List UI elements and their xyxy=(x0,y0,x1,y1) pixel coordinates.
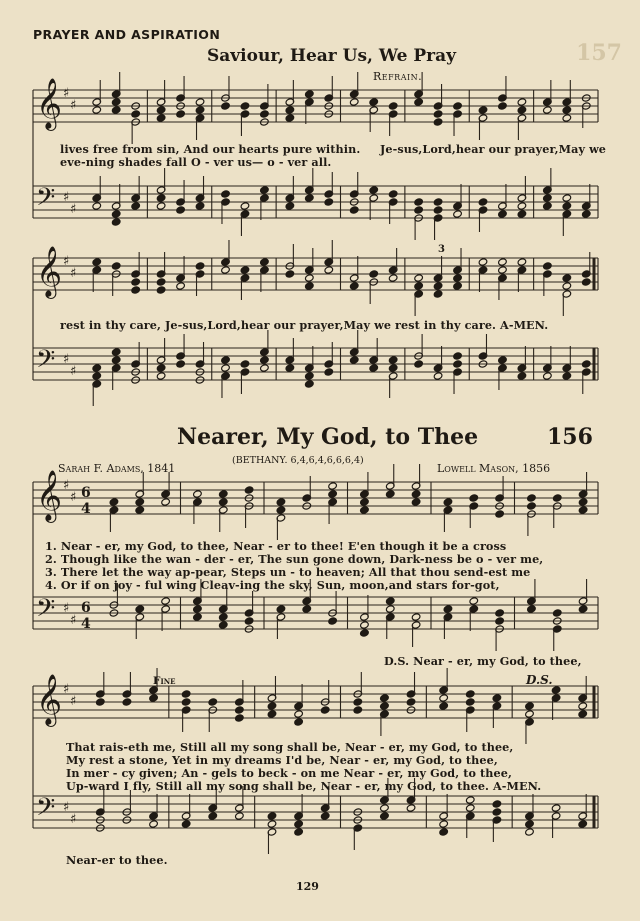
notehead xyxy=(465,804,475,812)
notehead xyxy=(453,274,463,282)
notehead xyxy=(285,270,295,278)
notehead xyxy=(156,364,166,372)
notehead xyxy=(96,698,106,706)
notehead xyxy=(578,498,588,506)
notehead xyxy=(349,98,359,106)
bass-clef-icon: 𝄢 xyxy=(36,594,56,629)
notehead xyxy=(369,270,379,278)
notehead xyxy=(156,372,166,380)
verse-line: 3. There let the way ap-pear, Steps un - to heaven; All that thou send-est me xyxy=(45,565,531,579)
notehead xyxy=(578,702,588,710)
notehead xyxy=(111,218,121,226)
notehead xyxy=(181,698,191,706)
notehead xyxy=(302,605,312,613)
notehead xyxy=(240,202,250,210)
notehead xyxy=(388,274,398,282)
notehead xyxy=(131,286,141,294)
page-number: 129 xyxy=(296,880,319,893)
notehead xyxy=(498,102,508,110)
notehead xyxy=(562,282,572,290)
time-signature-bottom: 4 xyxy=(81,616,91,632)
notehead xyxy=(208,698,218,706)
notehead xyxy=(294,828,304,836)
notehead xyxy=(320,812,330,820)
notehead xyxy=(465,796,475,804)
verse-line: My rest a stone, Yet in my dreams I'd be, Near - er, my God, to thee, xyxy=(66,753,498,767)
notehead xyxy=(443,605,453,613)
hymn-number: 156 xyxy=(547,424,593,450)
notehead xyxy=(305,372,315,380)
notehead xyxy=(495,609,505,617)
notehead xyxy=(193,605,203,613)
notehead xyxy=(517,202,527,210)
notehead xyxy=(320,706,330,714)
notehead xyxy=(439,694,449,702)
notehead xyxy=(305,380,315,388)
notehead xyxy=(465,698,475,706)
notehead xyxy=(149,694,159,702)
notehead xyxy=(221,102,231,110)
coda-lyric: Near-er to thee. xyxy=(66,853,168,867)
notehead xyxy=(552,609,562,617)
notehead xyxy=(111,98,121,106)
notehead xyxy=(465,690,475,698)
notehead xyxy=(181,690,191,698)
notehead xyxy=(433,118,443,126)
notehead xyxy=(369,364,379,372)
notehead xyxy=(543,194,553,202)
refrain-label: Refrain. xyxy=(373,70,423,83)
notehead xyxy=(478,106,488,114)
notehead xyxy=(92,364,102,372)
notehead xyxy=(388,190,398,198)
notehead xyxy=(453,210,463,218)
notehead xyxy=(443,498,453,506)
notehead xyxy=(267,812,277,820)
notehead xyxy=(495,510,505,518)
notehead xyxy=(349,356,359,364)
notehead xyxy=(578,820,588,828)
notehead xyxy=(161,597,171,605)
sharp-icon: ♯ xyxy=(70,364,77,379)
notehead xyxy=(527,605,537,613)
notehead xyxy=(469,597,479,605)
verse-line: In mer - cy given; An - gels to beck - on me Near - er, my God, to thee, xyxy=(66,766,512,780)
notehead xyxy=(360,629,370,637)
notehead xyxy=(324,368,334,376)
notehead xyxy=(285,364,295,372)
verse-line: 1. Near - er, my God, to thee, Near - er to thee! E'en though it be a cross xyxy=(45,539,507,553)
notehead xyxy=(92,106,102,114)
notehead xyxy=(260,356,270,364)
notehead xyxy=(221,356,231,364)
notehead xyxy=(525,702,535,710)
notehead xyxy=(453,282,463,290)
notehead xyxy=(562,114,572,122)
ds-marker: D.S. xyxy=(526,673,553,687)
notehead xyxy=(380,694,390,702)
bass-clef-icon: 𝄢 xyxy=(36,793,56,828)
sharp-icon: ♯ xyxy=(70,490,77,505)
notehead xyxy=(498,210,508,218)
notehead xyxy=(498,356,508,364)
notehead xyxy=(218,490,228,498)
notehead xyxy=(208,812,218,820)
notehead xyxy=(525,710,535,718)
notehead xyxy=(131,278,141,286)
notehead xyxy=(453,352,463,360)
notehead xyxy=(406,804,416,812)
notehead xyxy=(305,282,315,290)
notehead xyxy=(235,714,245,722)
notehead xyxy=(156,114,166,122)
notehead xyxy=(294,718,304,726)
notehead xyxy=(581,360,591,368)
lyric-line: eve-ning shades fall O - ver us— o - ver all. xyxy=(60,155,332,169)
notehead xyxy=(111,356,121,364)
notehead xyxy=(517,210,527,218)
notehead xyxy=(240,266,250,274)
notehead xyxy=(240,360,250,368)
sharp-icon: ♯ xyxy=(63,352,70,367)
notehead xyxy=(218,621,228,629)
notehead xyxy=(543,202,553,210)
notehead xyxy=(161,498,171,506)
notehead xyxy=(267,702,277,710)
notehead xyxy=(111,348,121,356)
notehead xyxy=(181,820,191,828)
lyric-line: rest in thy care, Je-sus,Lord,hear our prayer,May we rest in thy care. A-MEN. xyxy=(60,318,549,332)
notehead xyxy=(551,804,561,812)
notehead xyxy=(221,266,231,274)
notehead xyxy=(517,372,527,380)
notehead xyxy=(578,506,588,514)
sharp-icon: ♯ xyxy=(70,202,77,217)
notehead xyxy=(328,490,338,498)
notehead xyxy=(92,372,102,380)
notehead xyxy=(525,828,535,836)
notehead xyxy=(111,262,121,270)
notehead xyxy=(360,621,370,629)
notehead xyxy=(551,686,561,694)
notehead xyxy=(411,613,421,621)
notehead xyxy=(260,186,270,194)
notehead xyxy=(433,110,443,118)
author-credit: Sarah F. Adams, 1841 xyxy=(58,462,176,475)
notehead xyxy=(285,202,295,210)
hymn-title-nearer: Nearer, My God, to Thee xyxy=(177,424,479,450)
notehead xyxy=(294,710,304,718)
notehead xyxy=(433,198,443,206)
notehead xyxy=(328,617,338,625)
notehead xyxy=(176,360,186,368)
verse-line: 2. Though like the wan - der - er, The sun gone down, Dark-ness be o - ver me, xyxy=(45,552,544,566)
notehead xyxy=(453,360,463,368)
notehead xyxy=(517,98,527,106)
notehead xyxy=(492,808,502,816)
notehead xyxy=(122,698,132,706)
notehead xyxy=(581,278,591,286)
treble-clef-icon: 𝄞 xyxy=(36,78,63,129)
verse-line: 4. Or if on joy - ful wing Cleav-ing the sky, Sun, moon,and stars for-got, xyxy=(45,578,500,592)
notehead xyxy=(195,262,205,270)
notehead xyxy=(176,110,186,118)
notehead xyxy=(193,613,203,621)
refrain-lyric: Je-sus,Lord,hear our prayer,May we xyxy=(380,142,607,156)
notehead xyxy=(543,106,553,114)
notehead xyxy=(156,194,166,202)
notehead xyxy=(349,282,359,290)
notehead xyxy=(388,102,398,110)
notehead xyxy=(195,98,205,106)
notehead xyxy=(176,206,186,214)
notehead xyxy=(517,106,527,114)
notehead xyxy=(221,364,231,372)
sharp-icon: ♯ xyxy=(70,694,77,709)
notehead xyxy=(414,198,424,206)
sharp-icon: ♯ xyxy=(63,190,70,205)
notehead xyxy=(111,210,121,218)
notehead xyxy=(109,498,119,506)
notehead xyxy=(433,290,443,298)
notehead xyxy=(433,372,443,380)
notehead xyxy=(353,706,363,714)
notehead xyxy=(111,106,121,114)
notehead xyxy=(385,605,395,613)
notehead xyxy=(135,605,145,613)
hymn-title-saviour: Saviour, Hear Us, We Pray xyxy=(207,46,456,66)
notehead xyxy=(543,372,553,380)
time-signature-top: 6 xyxy=(81,485,91,501)
notehead xyxy=(193,490,203,498)
notehead xyxy=(176,282,186,290)
lyric-line: lives free from sin, And our hearts pure within. xyxy=(60,142,361,156)
time-signature-bottom: 4 xyxy=(81,501,91,517)
notehead xyxy=(414,282,424,290)
notehead xyxy=(414,206,424,214)
notehead xyxy=(305,194,315,202)
verse-line: Up-ward I fly, Still all my song shall be, Near - er, my God, to thee. A-MEN. xyxy=(66,779,542,793)
notehead xyxy=(527,502,537,510)
notehead xyxy=(492,800,502,808)
notehead xyxy=(195,202,205,210)
notehead xyxy=(525,820,535,828)
notehead xyxy=(414,360,424,368)
notehead xyxy=(562,274,572,282)
notehead xyxy=(260,258,270,266)
notehead xyxy=(267,710,277,718)
notehead xyxy=(369,98,379,106)
fine-marker: Fine xyxy=(153,675,176,687)
notehead xyxy=(244,617,254,625)
notehead xyxy=(492,694,502,702)
notehead xyxy=(131,110,141,118)
notehead xyxy=(380,812,390,820)
notehead xyxy=(235,812,245,820)
composer-credit: Lowell Mason, 1856 xyxy=(437,462,551,475)
sharp-icon: ♯ xyxy=(70,98,77,113)
notehead xyxy=(328,482,338,490)
notehead xyxy=(411,490,421,498)
notehead xyxy=(195,106,205,114)
treble-clef-icon: 𝄞 xyxy=(36,246,63,297)
notehead xyxy=(244,486,254,494)
time-signature-top: 6 xyxy=(81,600,91,616)
notehead xyxy=(414,274,424,282)
notehead xyxy=(349,206,359,214)
notehead xyxy=(581,210,591,218)
notehead xyxy=(414,98,424,106)
notehead xyxy=(578,710,588,718)
notehead xyxy=(562,106,572,114)
triplet-marker: 3 xyxy=(438,244,445,255)
notehead xyxy=(552,494,562,502)
notehead xyxy=(135,506,145,514)
notehead xyxy=(360,498,370,506)
notehead xyxy=(294,820,304,828)
notehead xyxy=(562,202,572,210)
notehead xyxy=(260,110,270,118)
notehead xyxy=(131,202,141,210)
notehead xyxy=(562,194,572,202)
section-heading: PRAYER AND ASPIRATION xyxy=(33,27,221,42)
notehead xyxy=(439,820,449,828)
notehead xyxy=(385,490,395,498)
notehead xyxy=(218,613,228,621)
notehead xyxy=(562,372,572,380)
notehead xyxy=(498,258,508,266)
verse-line: That rais-eth me, Still all my song shall be, Near - er, my God, to thee, xyxy=(66,740,514,754)
notehead xyxy=(92,258,102,266)
notehead xyxy=(156,278,166,286)
notehead xyxy=(369,186,379,194)
notehead xyxy=(478,198,488,206)
notehead xyxy=(439,702,449,710)
notehead xyxy=(433,206,443,214)
bass-clef-icon: 𝄢 xyxy=(36,345,56,380)
notehead xyxy=(517,258,527,266)
tune-name: (BETHANY. 6,4,6,4,6,6,6,4) xyxy=(232,455,364,466)
notehead xyxy=(439,828,449,836)
notehead xyxy=(469,494,479,502)
sharp-icon: ♯ xyxy=(70,266,77,281)
notehead xyxy=(406,698,416,706)
notehead xyxy=(156,286,166,294)
sharp-icon: ♯ xyxy=(63,86,70,101)
notehead xyxy=(305,274,315,282)
notehead xyxy=(495,617,505,625)
notehead xyxy=(388,364,398,372)
notehead xyxy=(527,494,537,502)
sharp-icon: ♯ xyxy=(63,254,70,269)
notehead xyxy=(360,506,370,514)
bass-clef-icon: 𝄢 xyxy=(36,183,56,218)
sharp-icon: ♯ xyxy=(63,682,70,697)
notehead xyxy=(276,498,286,506)
notehead xyxy=(156,202,166,210)
notehead xyxy=(478,258,488,266)
notehead xyxy=(353,698,363,706)
sharp-icon: ♯ xyxy=(63,800,70,815)
notehead xyxy=(276,506,286,514)
notehead xyxy=(276,605,286,613)
notehead xyxy=(240,102,250,110)
sharp-icon: ♯ xyxy=(70,613,77,628)
sharp-icon: ♯ xyxy=(63,601,70,616)
notehead xyxy=(380,804,390,812)
notehead xyxy=(498,266,508,274)
notehead xyxy=(235,706,245,714)
notehead xyxy=(543,262,553,270)
treble-clef-icon: 𝄞 xyxy=(36,674,63,725)
notehead xyxy=(285,114,295,122)
notehead xyxy=(305,90,315,98)
notehead xyxy=(388,356,398,364)
treble-clef-icon: 𝄞 xyxy=(36,470,63,521)
notehead xyxy=(578,605,588,613)
notehead xyxy=(260,364,270,372)
notehead xyxy=(380,702,390,710)
ds-lyric: D.S. Near - er, my God, to thee, xyxy=(384,654,582,668)
notehead xyxy=(92,202,102,210)
notehead xyxy=(149,820,159,828)
bleed-through-number: 157 xyxy=(576,40,622,66)
notehead xyxy=(324,266,334,274)
notehead xyxy=(324,198,334,206)
sharp-icon: ♯ xyxy=(70,812,77,827)
sharp-icon: ♯ xyxy=(63,478,70,493)
notehead xyxy=(411,498,421,506)
notehead xyxy=(218,498,228,506)
notehead xyxy=(285,106,295,114)
notehead xyxy=(267,820,277,828)
notehead xyxy=(385,597,395,605)
notehead xyxy=(433,282,443,290)
notehead xyxy=(221,190,231,198)
notehead xyxy=(135,498,145,506)
notehead xyxy=(156,106,166,114)
notehead xyxy=(453,102,463,110)
